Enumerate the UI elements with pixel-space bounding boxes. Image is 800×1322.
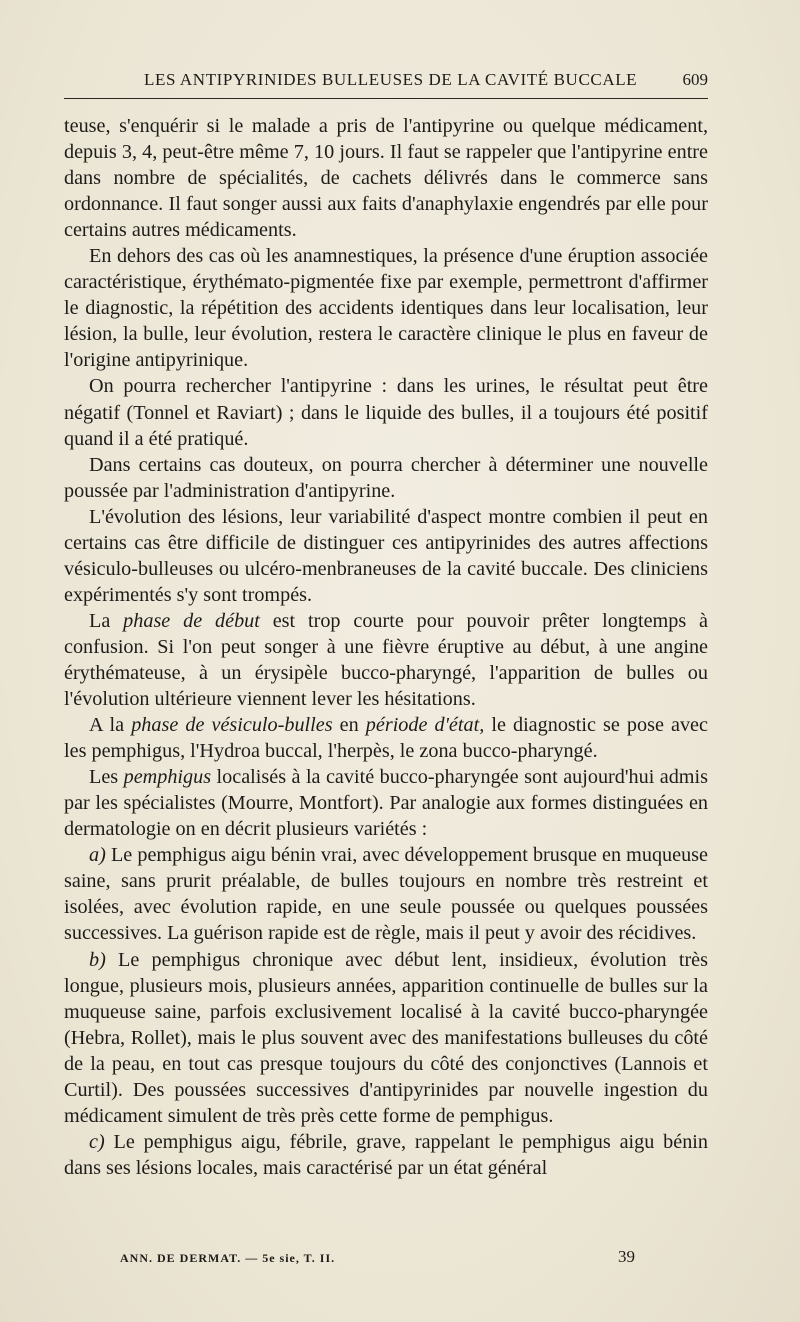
running-title: LES ANTIPYRINIDES BULLEUSES DE LA CAVITÉ BUCCALE: [144, 70, 638, 89]
paragraph-4: Dans certains cas douteux, on pourra chercher à déterminer une nouvelle poussée par l'administration d'antipyrine.: [64, 453, 708, 502]
text-run: localisés à la cavité bucco-pharyngée sont aujourd'hui admis par les spécialistes (Mourre, Montfort). Par analogie aux formes distinguées en dermatologie on en décrit plusieurs variétés :: [64, 766, 708, 841]
header-rule: [64, 98, 708, 99]
text-run: en: [332, 714, 366, 737]
paragraph-7: [64, 712, 708, 764]
journal-signature: ANN. DE DERMAT. — 5e sie, T. II.: [120, 1251, 336, 1265]
paragraph-8: [64, 764, 708, 842]
page-footer: [120, 1247, 635, 1271]
text-run: Le pemphigus aigu bénin vrai, avec développement brusque en muqueuse saine, sans prurit préalable, de bulles toujours en nombre très restreint et isolées, avec évolution rapide, en une seule poussée ou quelques poussées successives. La guérison rapide est de règle, mais il peut y avoir des récidives.: [64, 844, 708, 945]
text-run: Le pemphigus chronique avec début lent, insidieux, évolution très longue, plusieurs mois, plusieurs années, apparition continuelle de bulles sur la muqueuse saine, parfois exclusivement localisé à la cavité bucco-pharyngée (Hebra, Rollet), mais le plus souvent avec des manifestations bulleuses du côté de la peau, en tout cas presque toujours du côté des conjonctives (Lannois et Curtil). Des poussées successives d'antipyrinides par nouvelle ingestion du médicament simulent de très près cette forme de pemphigus.: [64, 948, 708, 1127]
paragraph-2: En dehors des cas où les anamnestiques, la présence d'une éruption associée caractéristique, érythémato-pigmentée fixe par exemple, permettront d'affirmer le diagnostic, la répétition des accidents identiques dans leur localisation, leur lésion, la bulle, leur évolution, restera le caractère clinique le plus en faveur de l'origine antipyrinique.: [64, 245, 708, 372]
italic-term: pemphigus: [123, 766, 212, 789]
list-item-b: [64, 947, 708, 1129]
page-number: 609: [682, 70, 708, 89]
list-item-a: [64, 842, 708, 946]
text-run: le diagnostic se pose avec les pemphigus, l'Hydroa buccal, l'herpès, le zona bucco-pharyngé.: [64, 714, 708, 763]
paragraph-6: [64, 608, 708, 712]
list-marker: c): [89, 1130, 105, 1153]
sheet-signature: 39: [618, 1247, 635, 1266]
italic-term: phase de vésiculo-bulles: [131, 714, 333, 737]
italic-term: phase de début: [123, 609, 260, 632]
list-marker: b): [89, 948, 106, 971]
paragraph-3: On pourra rechercher l'antipyrine : dans les urines, le résultat peut être négatif (Tonnel et Raviart) ; dans le liquide des bulles, il a toujours été positif quand il a été pratiqué.: [64, 375, 708, 450]
page-header: [64, 60, 708, 90]
list-marker: a): [89, 844, 106, 867]
text-run: A la: [89, 714, 132, 737]
body-text: [64, 113, 708, 1181]
text-run: Les: [89, 766, 124, 789]
text-run: Le pemphigus aigu, fébrile, grave, rappelant le pemphigus aigu bénin dans ses lésions locales, mais caractérisé par un état général: [64, 1130, 708, 1179]
paragraph-5: L'évolution des lésions, leur variabilité d'aspect montre combien il peut en certains cas être difficile de distinguer ces antipyrinides des autres affections vésiculo-bulleuses ou ulcéro-menbraneuses de la cavité buccale. Des cliniciens expérimentés s'y sont trompés.: [64, 505, 708, 606]
paragraph-1: teuse, s'enquérir si le malade a pris de l'antipyrine ou quelque médicament, depuis 3, 4, peut-être même 7, 10 jours. Il faut se rappeler que l'antipyrine entre dans nombre de spécialités, de cachets délivrés dans le commerce sans ordonnance. Il faut songer aussi aux faits d'anaphylaxie engendrés par elle pour certains autres médicaments.: [64, 115, 708, 242]
list-item-c: [64, 1129, 708, 1181]
text-run: est trop courte pour pouvoir prêter longtemps à confusion. Si l'on peut songer à une fièvre éruptive au début, à une angine érythémateuse, à un érysipèle bucco-pharyngé, l'apparition de bulles ou l'évolution ultérieure viennent lever les hésitations.: [64, 609, 709, 711]
text-run: La: [89, 609, 124, 632]
italic-term: période d'état,: [365, 714, 485, 737]
